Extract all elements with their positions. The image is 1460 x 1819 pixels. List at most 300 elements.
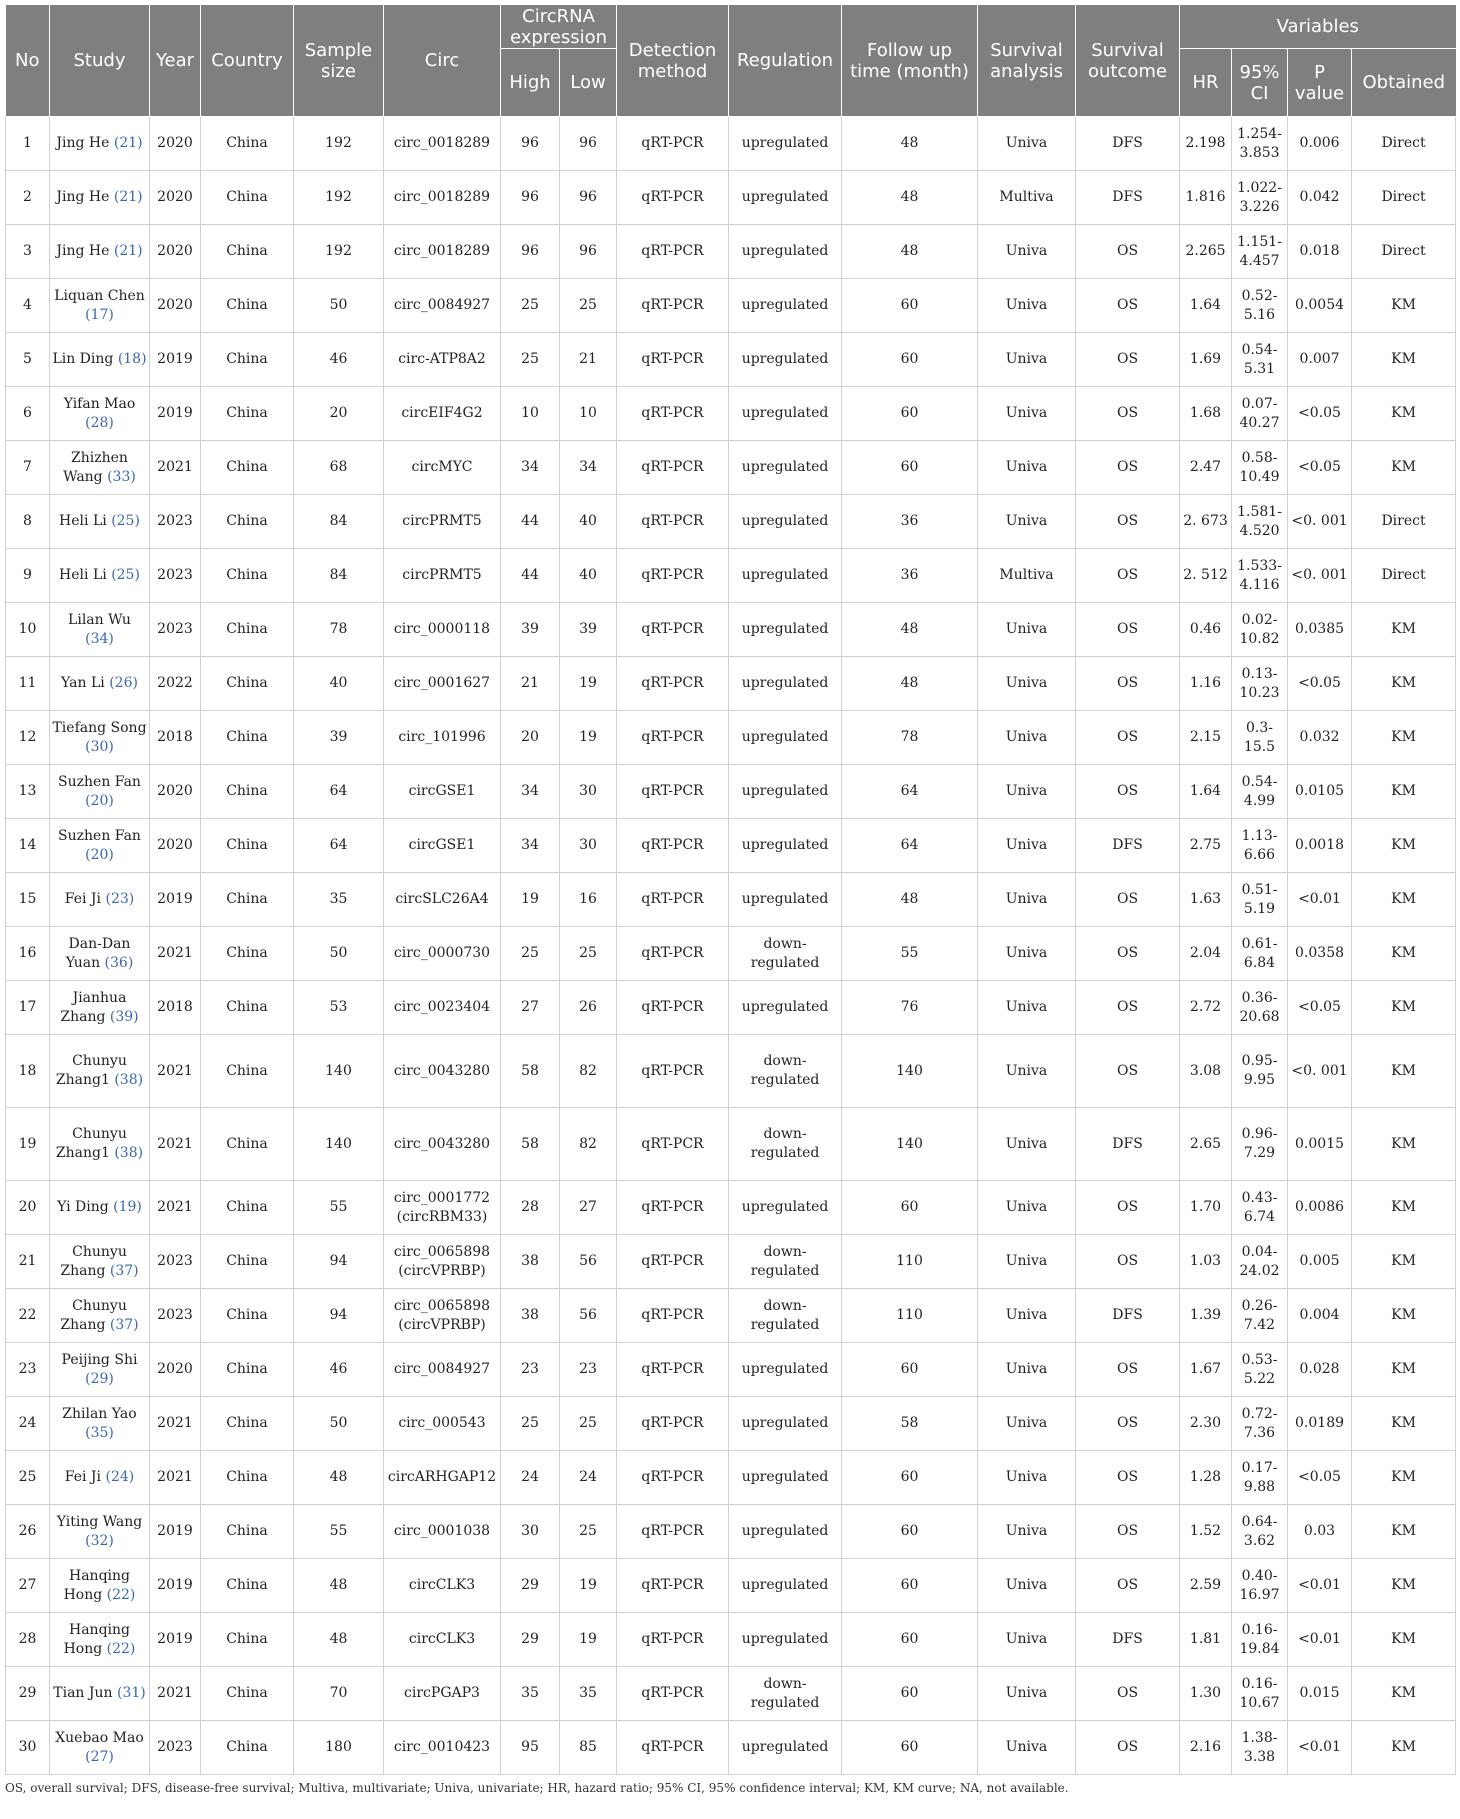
table-row: [6, 1181, 1456, 1235]
cell-no: 15: [6, 873, 50, 927]
table-row: [6, 873, 1456, 927]
cell-detection-method: qRT-PCR: [617, 1667, 729, 1721]
study-author: Heli Li: [59, 513, 107, 529]
cell-detection-method: qRT-PCR: [617, 819, 729, 873]
cell-no: 9: [6, 549, 50, 603]
table-row: [6, 279, 1456, 333]
cell-regulation: upregulated: [729, 819, 842, 873]
cell-follow-up: 48: [842, 225, 978, 279]
study-reference-link[interactable]: (36): [104, 954, 134, 971]
cell-sample-size: 50: [294, 927, 384, 981]
cell-sample-size: 48: [294, 1559, 384, 1613]
cell-regulation: upregulated: [729, 549, 842, 603]
study-reference-link[interactable]: (17): [85, 306, 114, 323]
cell-obtained: KM: [1352, 1721, 1456, 1775]
header-country: Country: [201, 5, 294, 117]
cell-circ: circ_0018289: [384, 171, 501, 225]
cell-survival-analysis: Univa: [978, 1451, 1076, 1505]
table-container: [5, 5, 1455, 1795]
cell-high: 10: [501, 387, 560, 441]
cell-low: 56: [560, 1289, 617, 1343]
cell-survival-analysis: Univa: [978, 495, 1076, 549]
cell-follow-up: 64: [842, 819, 978, 873]
cell-regulation: upregulated: [729, 1343, 842, 1397]
study-author: Zhizhen Wang: [63, 449, 128, 485]
study-reference-link[interactable]: (22): [106, 1586, 136, 1603]
cell-survival-analysis: Univa: [978, 1397, 1076, 1451]
cell-95-ci: 1.022-3.226: [1232, 171, 1288, 225]
cell-circ: circGSE1: [384, 819, 501, 873]
cell-survival-analysis: Univa: [978, 1721, 1076, 1775]
cell-sample-size: 94: [294, 1235, 384, 1289]
cell-circ: circMYC: [384, 441, 501, 495]
cell-hr: 1.52: [1180, 1505, 1232, 1559]
cell-follow-up: 60: [842, 279, 978, 333]
cell-95-ci: 1.254-3.853: [1232, 117, 1288, 171]
study-reference-link[interactable]: (38): [114, 1072, 144, 1088]
cell-95-ci: 0.3-15.5: [1232, 711, 1288, 765]
cell-sample-size: 84: [294, 549, 384, 603]
cell-survival-outcome: OS: [1076, 1505, 1180, 1559]
cell-study: [50, 819, 150, 873]
cell-year: 2021: [150, 1108, 201, 1181]
cell-detection-method: qRT-PCR: [617, 1451, 729, 1505]
study-reference-link[interactable]: (39): [109, 1008, 139, 1025]
cell-no: 16: [6, 927, 50, 981]
cell-year: 2019: [150, 1559, 201, 1613]
study-reference-link[interactable]: (25): [111, 513, 140, 529]
cell-regulation: upregulated: [729, 1451, 842, 1505]
cell-low: 96: [560, 225, 617, 279]
cell-year: 2019: [150, 387, 201, 441]
cell-p-value: 0.0358: [1288, 927, 1352, 981]
cell-follow-up: 60: [842, 1181, 978, 1235]
study-reference-link[interactable]: (21): [113, 189, 143, 205]
study-reference-link[interactable]: (35): [85, 1424, 114, 1441]
cell-study: [50, 1613, 150, 1667]
cell-detection-method: qRT-PCR: [617, 1343, 729, 1397]
table-row: [6, 387, 1456, 441]
cell-low: 21: [560, 333, 617, 387]
cell-survival-outcome: OS: [1076, 1181, 1180, 1235]
cell-obtained: KM: [1352, 1667, 1456, 1721]
table-row: [6, 1505, 1456, 1559]
table-row: [6, 603, 1456, 657]
cell-hr: 2.65: [1180, 1108, 1232, 1181]
cell-regulation: upregulated: [729, 1397, 842, 1451]
cell-sample-size: 192: [294, 117, 384, 171]
cell-sample-size: 70: [294, 1667, 384, 1721]
cell-study: [50, 279, 150, 333]
cell-study: [50, 927, 150, 981]
cell-detection-method: qRT-PCR: [617, 1505, 729, 1559]
cell-p-value: 0.03: [1288, 1505, 1352, 1559]
cell-study: [50, 387, 150, 441]
cell-country: China: [201, 819, 294, 873]
cell-hr: 2.30: [1180, 1397, 1232, 1451]
table-header: [6, 5, 1456, 117]
cell-survival-analysis: Univa: [978, 441, 1076, 495]
cell-high: 58: [501, 1035, 560, 1108]
cell-country: China: [201, 927, 294, 981]
cell-low: 39: [560, 603, 617, 657]
cell-study: [50, 657, 150, 711]
cell-regulation: upregulated: [729, 1559, 842, 1613]
cell-circ: circ_0001627: [384, 657, 501, 711]
table-footnote: OS, overall survival; DFS, disease-free survival; Multiva, multivariate; Univa, univariate; HR, hazard ratio; 95% CI, 95% confidence interval; KM, KM curve; NA, not available.: [5, 1781, 1069, 1795]
cell-circ: circ_101996: [384, 711, 501, 765]
study-author: Jing He: [56, 243, 110, 259]
study-reference-link[interactable]: (34): [85, 630, 114, 647]
cell-low: 82: [560, 1035, 617, 1108]
cell-survival-outcome: OS: [1076, 387, 1180, 441]
cell-obtained: KM: [1352, 1613, 1456, 1667]
cell-circ: circSLC26A4: [384, 873, 501, 927]
cell-high: 34: [501, 819, 560, 873]
cell-year: 2020: [150, 117, 201, 171]
cell-no: 12: [6, 711, 50, 765]
cell-survival-analysis: Univa: [978, 1181, 1076, 1235]
cell-circ: circCLK3: [384, 1559, 501, 1613]
cell-hr: 1.69: [1180, 333, 1232, 387]
cell-low: 82: [560, 1108, 617, 1181]
cell-low: 30: [560, 765, 617, 819]
cell-year: 2021: [150, 441, 201, 495]
cell-no: 6: [6, 387, 50, 441]
cell-95-ci: 0.40-16.97: [1232, 1559, 1288, 1613]
cell-high: 21: [501, 657, 560, 711]
cell-no: 23: [6, 1343, 50, 1397]
cell-survival-outcome: OS: [1076, 657, 1180, 711]
study-reference-link[interactable]: (27): [85, 1748, 114, 1765]
cell-country: China: [201, 1181, 294, 1235]
cell-survival-outcome: OS: [1076, 1235, 1180, 1289]
cell-survival-analysis: Univa: [978, 657, 1076, 711]
study-reference-link[interactable]: (29): [85, 1370, 114, 1387]
cell-country: China: [201, 171, 294, 225]
cell-hr: 1.28: [1180, 1451, 1232, 1505]
cell-obtained: KM: [1352, 441, 1456, 495]
cell-detection-method: qRT-PCR: [617, 1397, 729, 1451]
cell-high: 44: [501, 549, 560, 603]
study-author: Heli Li: [59, 567, 107, 583]
cell-detection-method: qRT-PCR: [617, 603, 729, 657]
cell-low: 40: [560, 495, 617, 549]
cell-hr: 2. 512: [1180, 549, 1232, 603]
cell-low: 19: [560, 1559, 617, 1613]
header-detection-method: Detection method: [617, 5, 729, 117]
study-author: Chunyu Zhang1: [55, 1126, 127, 1161]
cell-year: 2021: [150, 1451, 201, 1505]
cell-regulation: upregulated: [729, 225, 842, 279]
cell-p-value: 0.028: [1288, 1343, 1352, 1397]
cell-country: China: [201, 549, 294, 603]
cell-country: China: [201, 657, 294, 711]
cell-95-ci: 0.16-10.67: [1232, 1667, 1288, 1721]
cell-country: China: [201, 1613, 294, 1667]
cell-sample-size: 48: [294, 1613, 384, 1667]
cell-95-ci: 1.533-4.116: [1232, 549, 1288, 603]
cell-regulation: upregulated: [729, 981, 842, 1035]
cell-study: [50, 1289, 150, 1343]
table-row: [6, 1667, 1456, 1721]
study-reference-link[interactable]: (21): [113, 243, 143, 259]
cell-obtained: Direct: [1352, 495, 1456, 549]
cell-95-ci: 0.96-7.29: [1232, 1108, 1288, 1181]
study-author: Chunyu Zhang1: [55, 1053, 127, 1088]
cell-hr: 2. 673: [1180, 495, 1232, 549]
cell-p-value: 0.0086: [1288, 1181, 1352, 1235]
cell-high: 96: [501, 171, 560, 225]
cell-hr: 2.75: [1180, 819, 1232, 873]
cell-study: [50, 1108, 150, 1181]
cell-p-value: <0. 001: [1288, 1035, 1352, 1108]
cell-circ: circEIF4G2: [384, 387, 501, 441]
cell-follow-up: 140: [842, 1108, 978, 1181]
cell-study: [50, 1181, 150, 1235]
cell-no: 10: [6, 603, 50, 657]
cell-no: 4: [6, 279, 50, 333]
cell-obtained: KM: [1352, 873, 1456, 927]
study-reference-link[interactable]: (31): [116, 1685, 146, 1701]
study-reference-link[interactable]: (20): [85, 792, 114, 809]
cell-survival-analysis: Univa: [978, 387, 1076, 441]
header-low: Low: [560, 49, 617, 117]
study-author: Zhilan Yao: [62, 1405, 137, 1422]
study-author: Yifan Mao: [63, 395, 136, 412]
cell-follow-up: 36: [842, 495, 978, 549]
cell-sample-size: 39: [294, 711, 384, 765]
cell-low: 56: [560, 1235, 617, 1289]
cell-circ: circ_0084927: [384, 1343, 501, 1397]
cell-regulation: down-regulated: [729, 1235, 842, 1289]
cell-hr: 2.16: [1180, 1721, 1232, 1775]
study-author: Jing He: [56, 135, 110, 151]
cell-obtained: KM: [1352, 927, 1456, 981]
cell-sample-size: 140: [294, 1035, 384, 1108]
cell-detection-method: qRT-PCR: [617, 765, 729, 819]
study-reference-link[interactable]: (23): [105, 891, 135, 907]
cell-p-value: 0.015: [1288, 1667, 1352, 1721]
cell-study: [50, 1721, 150, 1775]
cell-hr: 1.03: [1180, 1235, 1232, 1289]
study-reference-link[interactable]: (37): [109, 1262, 139, 1279]
cell-p-value: 0.0189: [1288, 1397, 1352, 1451]
cell-survival-analysis: Univa: [978, 333, 1076, 387]
cell-year: 2020: [150, 171, 201, 225]
cell-follow-up: 76: [842, 981, 978, 1035]
cell-95-ci: 0.36-20.68: [1232, 981, 1288, 1035]
cell-high: 25: [501, 927, 560, 981]
cell-hr: 3.08: [1180, 1035, 1232, 1108]
cell-study: [50, 441, 150, 495]
header-95-ci: 95% CI: [1232, 49, 1288, 117]
cell-95-ci: 0.13-10.23: [1232, 657, 1288, 711]
cell-survival-outcome: OS: [1076, 495, 1180, 549]
cell-circ: circ_0043280: [384, 1108, 501, 1181]
cell-survival-analysis: Univa: [978, 819, 1076, 873]
cell-p-value: <0. 001: [1288, 495, 1352, 549]
cell-year: 2023: [150, 603, 201, 657]
cell-95-ci: 0.43-6.74: [1232, 1181, 1288, 1235]
cell-year: 2018: [150, 981, 201, 1035]
cell-country: China: [201, 279, 294, 333]
table-row: [6, 657, 1456, 711]
cell-hr: 2.59: [1180, 1559, 1232, 1613]
cell-detection-method: qRT-PCR: [617, 549, 729, 603]
cell-high: 96: [501, 117, 560, 171]
cell-high: 44: [501, 495, 560, 549]
cell-obtained: KM: [1352, 1181, 1456, 1235]
cell-high: 95: [501, 1721, 560, 1775]
study-reference-link[interactable]: (18): [117, 351, 147, 367]
cell-regulation: upregulated: [729, 765, 842, 819]
cell-country: China: [201, 495, 294, 549]
cell-regulation: upregulated: [729, 1181, 842, 1235]
study-reference-link[interactable]: (24): [105, 1469, 135, 1485]
cell-p-value: 0.032: [1288, 711, 1352, 765]
cell-sample-size: 78: [294, 603, 384, 657]
header-obtained: Obtained: [1352, 49, 1456, 117]
table-row: [6, 1613, 1456, 1667]
cell-regulation: upregulated: [729, 495, 842, 549]
cell-sample-size: 68: [294, 441, 384, 495]
study-reference-link[interactable]: (37): [109, 1316, 139, 1333]
cell-low: 19: [560, 1613, 617, 1667]
cell-survival-outcome: OS: [1076, 1035, 1180, 1108]
cell-95-ci: 0.54-4.99: [1232, 765, 1288, 819]
cell-year: 2020: [150, 225, 201, 279]
cell-p-value: <0.01: [1288, 1721, 1352, 1775]
study-reference-link[interactable]: (21): [113, 135, 143, 151]
header-circrna-expression: CircRNA expression: [501, 5, 617, 49]
cell-circ: circ_0084927: [384, 279, 501, 333]
cell-no: 1: [6, 117, 50, 171]
study-reference-link[interactable]: (32): [85, 1532, 114, 1549]
table-row: [6, 1397, 1456, 1451]
cell-sample-size: 46: [294, 1343, 384, 1397]
table-row: [6, 711, 1456, 765]
cell-hr: 1.68: [1180, 387, 1232, 441]
study-author: Chunyu Zhang: [60, 1243, 127, 1279]
cell-sample-size: 53: [294, 981, 384, 1035]
cell-survival-outcome: OS: [1076, 711, 1180, 765]
cell-95-ci: 0.61-6.84: [1232, 927, 1288, 981]
cell-high: 58: [501, 1108, 560, 1181]
cell-survival-outcome: OS: [1076, 981, 1180, 1035]
table-row: [6, 225, 1456, 279]
cell-hr: 1.64: [1180, 765, 1232, 819]
cell-no: 5: [6, 333, 50, 387]
cell-survival-outcome: DFS: [1076, 1108, 1180, 1181]
cell-detection-method: qRT-PCR: [617, 117, 729, 171]
cell-no: 21: [6, 1235, 50, 1289]
study-reference-link[interactable]: (22): [106, 1640, 136, 1657]
cell-p-value: 0.005: [1288, 1235, 1352, 1289]
cell-95-ci: 0.04-24.02: [1232, 1235, 1288, 1289]
cell-study: [50, 711, 150, 765]
header-year: Year: [150, 5, 201, 117]
cell-high: 23: [501, 1343, 560, 1397]
study-reference-link[interactable]: (38): [114, 1145, 144, 1161]
cell-p-value: <0.01: [1288, 873, 1352, 927]
study-reference-link[interactable]: (25): [111, 567, 140, 583]
header-p-value: P value: [1288, 49, 1352, 117]
study-reference-link[interactable]: (20): [85, 846, 114, 863]
cell-detection-method: qRT-PCR: [617, 1035, 729, 1108]
cell-detection-method: qRT-PCR: [617, 873, 729, 927]
cell-p-value: 0.0018: [1288, 819, 1352, 873]
cell-95-ci: 0.58-10.49: [1232, 441, 1288, 495]
study-reference-link[interactable]: (28): [85, 414, 114, 431]
cell-obtained: KM: [1352, 819, 1456, 873]
cell-no: 29: [6, 1667, 50, 1721]
cell-survival-outcome: OS: [1076, 441, 1180, 495]
cell-high: 34: [501, 765, 560, 819]
cell-survival-outcome: DFS: [1076, 819, 1180, 873]
cell-regulation: upregulated: [729, 1721, 842, 1775]
cell-survival-analysis: Univa: [978, 1613, 1076, 1667]
cell-detection-method: qRT-PCR: [617, 1235, 729, 1289]
cell-country: China: [201, 1108, 294, 1181]
study-author: Tian Jun: [53, 1685, 113, 1701]
cell-circ: circ_0018289: [384, 225, 501, 279]
table-row: [6, 1721, 1456, 1775]
cell-low: 19: [560, 657, 617, 711]
cell-p-value: 0.006: [1288, 117, 1352, 171]
study-author: Jianhua Zhang: [60, 989, 127, 1025]
cell-year: 2021: [150, 1667, 201, 1721]
cell-circ: circ_0010423: [384, 1721, 501, 1775]
cell-p-value: <0.05: [1288, 387, 1352, 441]
cell-detection-method: qRT-PCR: [617, 1559, 729, 1613]
cell-no: 20: [6, 1181, 50, 1235]
cell-survival-outcome: DFS: [1076, 171, 1180, 225]
cell-sample-size: 40: [294, 657, 384, 711]
cell-sample-size: 180: [294, 1721, 384, 1775]
cell-hr: 1.67: [1180, 1343, 1232, 1397]
cell-p-value: <0.01: [1288, 1559, 1352, 1613]
study-reference-link[interactable]: (33): [107, 468, 136, 485]
study-author: Hanqing Hong: [63, 1567, 130, 1603]
cell-follow-up: 60: [842, 1343, 978, 1397]
cell-regulation: upregulated: [729, 603, 842, 657]
cell-hr: 2.198: [1180, 117, 1232, 171]
header-circ: Circ: [384, 5, 501, 117]
cell-hr: 2.72: [1180, 981, 1232, 1035]
header-hr: HR: [1180, 49, 1232, 117]
cell-obtained: KM: [1352, 603, 1456, 657]
header-high: High: [501, 49, 560, 117]
cell-follow-up: 48: [842, 657, 978, 711]
cell-high: 34: [501, 441, 560, 495]
cell-detection-method: qRT-PCR: [617, 1181, 729, 1235]
cell-no: 14: [6, 819, 50, 873]
cell-circ: circ_0000730: [384, 927, 501, 981]
cell-country: China: [201, 1397, 294, 1451]
study-reference-link[interactable]: (30): [85, 738, 114, 755]
study-author: Lilan Wu: [68, 611, 131, 628]
cell-detection-method: qRT-PCR: [617, 1613, 729, 1667]
cell-country: China: [201, 711, 294, 765]
study-reference-link[interactable]: (19): [113, 1199, 142, 1215]
cell-no: 22: [6, 1289, 50, 1343]
cell-regulation: down-regulated: [729, 927, 842, 981]
cell-study: [50, 495, 150, 549]
cell-survival-outcome: OS: [1076, 1721, 1180, 1775]
cell-survival-analysis: Univa: [978, 981, 1076, 1035]
study-reference-link[interactable]: (26): [109, 675, 138, 691]
